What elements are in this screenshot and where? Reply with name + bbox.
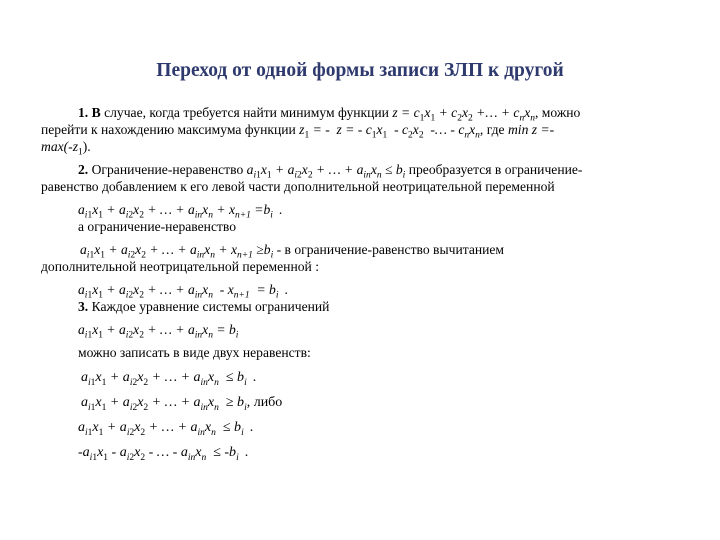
p1-line-1: 1. В случае, когда требуется найти минимум функции $z = c_1x_1 + c_2x_2$ +… + $c_nx_n$, можно — [78, 105, 581, 124]
p1-line-2: перейти к нахождению максимума функции $z_1$ = - z = - $c_1x_1 - c_2x_2$ -… - $c_nx_n$, где min z =- — [41, 122, 555, 141]
p2-inequality-le: $a_{i1}x_1 + a_{i2}x_2$ + … + $a_{in}x_n \le b_i$ — [246, 162, 406, 181]
p2-number: 2. — [78, 162, 89, 177]
p3-line-3: можно записать в виде двух неравенств: — [78, 345, 311, 360]
p3-inequality-2: $a_{i1}x_1 + a_{i2}x_2$ + … + $a_{in}x_n \ge b_i$, либо — [81, 395, 283, 413]
p3-line-1: 3. Каждое уравнение системы ограничений — [78, 299, 330, 314]
p2-line-2: равенство добавлением к его левой части дополнительной неотрицательной переменной — [41, 179, 555, 194]
page-title: Переход от одной формы записи ЗЛП к другой — [156, 60, 564, 81]
document-body — [41, 104, 681, 461]
p1-objective-formula: $z = c_1x_1 + c_2x_2$ +… + $c_nx_n$ — [392, 105, 535, 124]
p3-equation: $a_{i1}x_1 + a_{i2}x_2$ + … + $a_{in}x_n = b_i$ — [78, 322, 239, 341]
p2-line-5: $a_{i1}x_1 + a_{i2}x_2$ + … + $a_{in}x_n + x_{n+1} \ge b_i - в$ ограничение-равенство вычитанием — [80, 242, 505, 261]
p1-number: 1. — [78, 105, 89, 120]
p2-equation-surplus: $a_{i1}x_1 + a_{i2}x_2$ + … + $a_{in}x_n - x_{n+1} = b_i$ . — [78, 282, 288, 301]
p1-line-3: $\max(-z_1)$. — [41, 139, 91, 158]
p3-number: 3. — [78, 299, 89, 314]
p2-equation-slack: $a_{i1}x_1 + a_{i2}x_2$ + … + $a_{in}x_n + x_{n+1} =b_i$ . — [78, 202, 283, 221]
p2-line-6: дополнительной неотрицательной переменной : — [41, 259, 319, 274]
p3-inequality-1: $a_{i1}x_1 + a_{i2}x_2$ + … + $a_{in}x_n \le b_i$ . — [81, 370, 257, 388]
p1-max-formula: $z_1$ = - z = - $c_1x_1 - c_2x_2$ -… - $c_nx_n$ — [299, 122, 480, 141]
p3-inequality-4: $-a_{i1}x_1 - a_{i2}x_2$ - … - $a_{in}x_n \le -b_i$ . — [78, 445, 249, 463]
p3-inequality-3: $a_{i1}x_1 + a_{i2}x_2$ + … + $a_{in}x_n \le b_i$ . — [78, 420, 254, 438]
p2-line-1: 2. Ограничение-неравенство $a_{i1}x_1 + a_{i2}x_2$ + … + $a_{in}x_n \le b_i$ преобразуется в ограничение- — [78, 162, 583, 181]
p2-inequality-ge: $a_{i1}x_1 + a_{i2}x_2$ + … + $a_{in}x_n + x_{n+1} \ge b_i$ — [80, 242, 274, 261]
p2-line-4: а ограничение-неравенство — [78, 219, 237, 234]
